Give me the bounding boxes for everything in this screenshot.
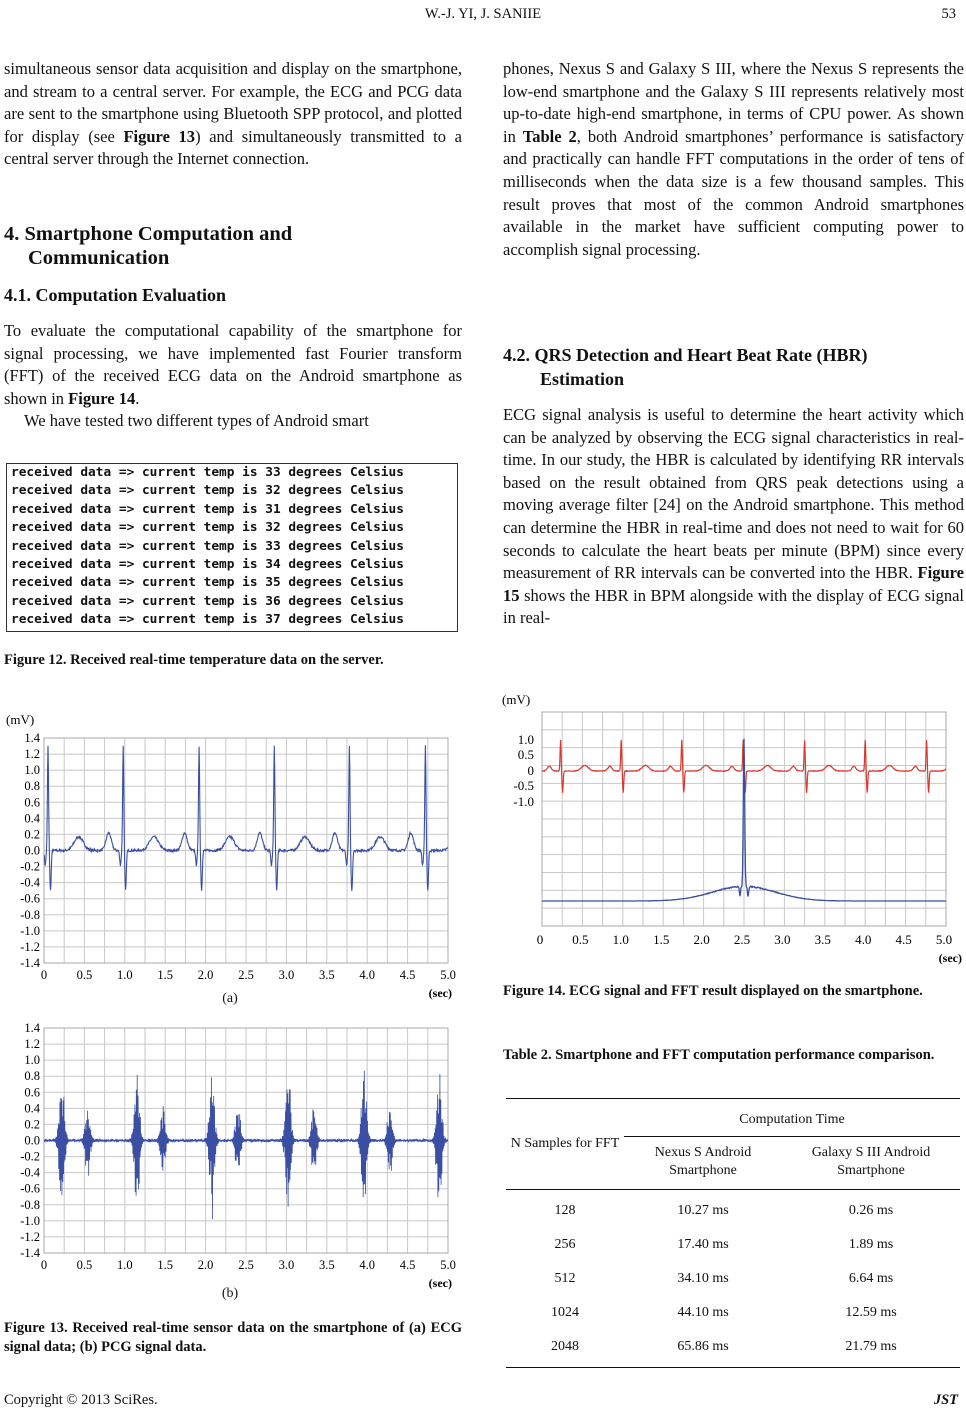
y-tick-label: 0.2 (24, 1117, 40, 1132)
left-intro-paragraph (4, 58, 462, 171)
section-4-2-heading (503, 343, 964, 391)
table2-header-nexus: Nexus S Android Smartphone (624, 1137, 782, 1190)
y-tick-label: -0.2 (20, 859, 40, 874)
x-tick-label: 1.5 (653, 932, 670, 947)
y-tick-label: 1.0 (24, 1053, 40, 1068)
table-cell: 10.27 ms (677, 1203, 729, 1218)
console-line: received data => current temp is 32 degrees Celsius (11, 520, 404, 536)
y-tick-label: -0.4 (20, 875, 40, 890)
y-tick-label: -0.6 (20, 891, 40, 906)
server-console-output (6, 463, 458, 632)
console-line: received data => current temp is 36 degrees Celsius (11, 593, 404, 609)
table-row (506, 1330, 960, 1368)
console-line: received data => current temp is 34 degrees Celsius (11, 556, 404, 572)
x-tick-label: 0.5 (572, 932, 589, 947)
x-tick-label: 1.0 (612, 932, 629, 947)
table-cell: 34.10 ms (677, 1271, 729, 1286)
running-title: W.-J. YI, J. SANIIE (424, 6, 542, 22)
table-cell: 128 (554, 1203, 576, 1218)
x-tick-label: 5.0 (440, 968, 456, 982)
y-tick-label: 0.5 (517, 747, 534, 762)
para41-end: . (135, 388, 140, 408)
table-cell: 12.59 ms (845, 1305, 897, 1320)
y-tick-label: -0.8 (20, 907, 40, 922)
console-line: received data => current temp is 33 degrees Celsius (7, 538, 457, 556)
right-paragraph (503, 58, 964, 261)
table-cell: 44.10 ms (677, 1305, 729, 1320)
x-tick-label: 0 (40, 1258, 48, 1272)
x-tick-label: 2.5 (733, 932, 751, 947)
y-tick-label: 1.2 (24, 1037, 40, 1052)
right-text-1: phones, Nexus S and Galaxy S III, where the Nexus S represents the low-end smartphone and the Galaxy S III represents relatively most up-to-date high-end smartphone, in terms of CPU power. As shown in (503, 59, 964, 146)
y-tick-label: -1.2 (20, 1229, 40, 1244)
table-cell: 6.64 ms (848, 1271, 894, 1286)
page-number: 53 (941, 6, 956, 22)
table-cell: 512 (554, 1271, 576, 1286)
y-tick-label: -1.2 (20, 939, 40, 954)
table2-header-galaxy: Galaxy S III Android Smartphone (782, 1137, 960, 1190)
section-4-2-line-1: 4.2. QRS Detection and Heart Beat Rate (HBR) (503, 345, 868, 365)
x-tick-label: 0 (536, 932, 544, 947)
section-4-line-2: Communication (28, 247, 170, 269)
section-4-1-paragraph (4, 320, 462, 433)
y-tick-label: 0.6 (24, 795, 40, 810)
fig13a-label: (a) (222, 991, 238, 1006)
y-tick-label: 0.6 (24, 1085, 40, 1100)
x-tick-label: 3.5 (814, 932, 831, 947)
table-cell: 17.40 ms (677, 1237, 729, 1252)
right-text-2: , both Android smartphones’ performance is satisfactory and practically can handle FFT computations in the order of tens of milliseconds when the data size is a few thousand samples. This result proves that most of the common Android smartphones available in the market have sufficient computing power to accomplish signal processing. (503, 126, 964, 259)
intro-text-2: ) and simultaneously transmitted to a central server through the Internet connection. (4, 126, 462, 169)
x-unit-label: (sec) (428, 1276, 452, 1290)
table2-caption: Table 2. Smartphone and FFT computation performance comparison. (503, 1047, 935, 1063)
console-line: received data => current temp is 33 degrees Celsius (7, 464, 457, 482)
x-tick-label: 0 (40, 968, 48, 982)
y-tick-label: 0.8 (24, 1069, 40, 1084)
x-tick-label: 4.0 (855, 932, 872, 947)
y-tick-label: -0.8 (20, 1197, 40, 1212)
x-tick-label: 1.0 (116, 968, 133, 982)
y-tick-label: -0.5 (513, 778, 534, 793)
console-line: received data => current temp is 31 degrees Celsius (7, 501, 457, 519)
y-tick-label: 0.0 (24, 1133, 40, 1148)
intro-text-1: simultaneous sensor data acquisition and display on the smartphone, and stream to a central server. For example, the ECG and PCG data are sent to the smartphone using Bluetooth SPP protocol, and plotted for display (see (4, 59, 462, 146)
y-tick-label: 0.0 (24, 843, 40, 858)
x-tick-label: 2.5 (238, 1258, 254, 1272)
y-unit-label: (mV) (6, 712, 35, 727)
x-tick-label: 3.0 (774, 932, 791, 947)
y-tick-label: -1.4 (20, 1246, 40, 1260)
console-line: received data => current temp is 32 degrees Celsius (11, 483, 404, 499)
x-tick-label: 2.0 (197, 1258, 214, 1272)
y-tick-label: 0 (527, 763, 534, 778)
x-tick-label: 5.0 (935, 932, 953, 947)
x-tick-label: 5.0 (440, 1258, 456, 1272)
fig12-caption: Figure 12. Received real-time temperature data on the server. (4, 652, 384, 668)
table-cell: 65.86 ms (624, 1330, 782, 1368)
para41-second: We have tested two different types of Android smart (24, 411, 369, 431)
x-tick-label: 2.0 (693, 932, 710, 947)
table2-header-group: Computation Time (624, 1099, 960, 1137)
x-tick-label: 1.5 (157, 968, 174, 982)
console-line: received data => current temp is 35 degrees Celsius (7, 574, 457, 592)
para41-text: To evaluate the computational capability of the smartphone for signal processing, we have implemented fast Fourier transform (FFT) of the received ECG data on the Android smartphone as shown in (4, 321, 462, 408)
x-tick-label: 3.5 (318, 968, 335, 982)
section-4-2-paragraph (503, 404, 964, 630)
section-4-2-line-2: Estimation (540, 369, 625, 389)
table-cell: 21.79 ms (782, 1330, 960, 1368)
fig13b-label: (b) (221, 1286, 239, 1301)
y-unit-label: (mV) (502, 692, 531, 707)
fig13b-pcg-chart (4, 1020, 456, 1290)
table-cell: 256 (554, 1237, 576, 1252)
table-row (506, 1228, 960, 1262)
console-line: received data => current temp is 37 degrees Celsius (7, 611, 457, 629)
x-tick-label: 3.5 (318, 1258, 335, 1272)
fig14-ecg-fft-chart (500, 686, 966, 968)
fig14-caption: Figure 14. ECG signal and FFT result displayed on the smartphone. (503, 983, 923, 999)
x-tick-label: 4.5 (399, 1258, 416, 1272)
y-tick-label: -1.0 (20, 923, 40, 938)
x-tick-label: 3.0 (278, 968, 295, 982)
table2 (506, 1098, 960, 1368)
x-tick-label: 2.0 (197, 968, 214, 982)
section-4-heading (4, 222, 462, 270)
y-tick-label: 1.4 (24, 731, 40, 745)
x-tick-label: 0.5 (76, 968, 93, 982)
y-tick-label: -0.2 (20, 1149, 40, 1164)
section-4-1-heading: 4.1. Computation Evaluation (4, 285, 227, 305)
y-tick-label: 1.0 (517, 732, 534, 747)
table2-ref[interactable]: Table 2 (522, 126, 577, 146)
fig13-caption: Figure 13. Received real-time sensor data on the smartphone of (a) ECG signal data; (b) PCG signal data. (4, 1320, 462, 1355)
para42-text: ECG signal analysis is useful to determine the heart activity which can be analyzed by observing the ECG signal characteristics in real-time. In our study, the HBR is calculated by identifying RR intervals based on the result obtained from QRS peak detections using a moving average filter [24] on the Android smartphone. This method can determine the HBR in real-time and does not need to wait for 60 seconds to calculate the heart beats per minute (BPM) since every measurement of RR intervals can be converted into the HBR. (503, 405, 964, 583)
table2-header-samples: N Samples for FFT (506, 1099, 624, 1190)
x-tick-label: 2.5 (238, 968, 254, 982)
x-tick-label: 4.0 (359, 968, 376, 982)
x-tick-label: 0.5 (76, 1258, 93, 1272)
table-row (506, 1262, 960, 1296)
x-tick-label: 3.0 (278, 1258, 295, 1272)
x-tick-label: 4.5 (895, 932, 912, 947)
x-unit-label: (sec) (938, 951, 962, 965)
y-tick-label: -1.4 (20, 956, 40, 970)
y-tick-label: 0.2 (24, 827, 40, 842)
y-tick-label: 1.4 (24, 1021, 40, 1035)
x-tick-label: 1.0 (116, 1258, 133, 1272)
table-cell: 0.26 ms (848, 1203, 894, 1218)
x-unit-label: (sec) (428, 986, 452, 1000)
fig15-ref[interactable]: Figure 15 (503, 563, 964, 605)
y-tick-label: -0.4 (20, 1165, 40, 1180)
x-tick-label: 4.0 (359, 1258, 376, 1272)
table-row (506, 1190, 960, 1229)
y-tick-label: 0.4 (24, 1101, 40, 1116)
running-header (0, 6, 966, 28)
y-tick-label: 0.4 (24, 811, 40, 826)
fig14-ref[interactable]: Figure 14 (68, 388, 136, 408)
table-cell: 1.89 ms (848, 1237, 894, 1252)
y-tick-label: -0.6 (20, 1181, 40, 1196)
fig13-ref[interactable]: Figure 13 (123, 126, 196, 146)
y-tick-label: -1.0 (20, 1213, 40, 1228)
para42-end: shows the HBR in BPM alongside with the display of ECG signal in real- (503, 585, 964, 628)
copyright: Copyright © 2013 SciRes. (4, 1392, 158, 1408)
journal-name: JST (933, 1392, 958, 1408)
fig13a-ecg-chart (4, 712, 456, 1000)
y-tick-label: 1.0 (24, 763, 40, 778)
y-tick-label: 0.8 (24, 779, 40, 794)
table-cell: 1024 (551, 1305, 579, 1320)
x-tick-label: 4.5 (399, 968, 416, 982)
section-4-line-1: 4. Smartphone Computation and (4, 223, 293, 245)
y-tick-label: -1.0 (513, 794, 534, 809)
table-cell: 2048 (506, 1330, 624, 1368)
y-tick-label: 1.2 (24, 747, 40, 762)
table-row (506, 1296, 960, 1330)
x-tick-label: 1.5 (157, 1258, 174, 1272)
